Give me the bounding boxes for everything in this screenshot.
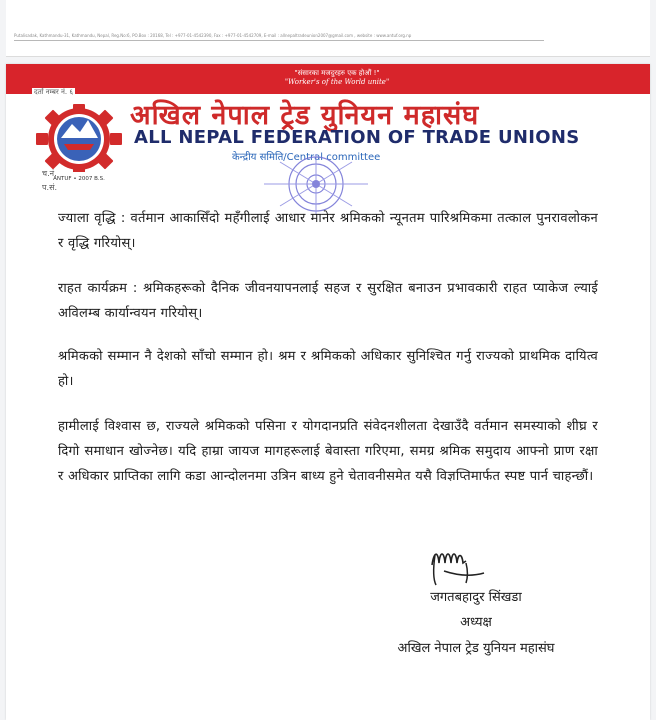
dispatch-number-label: च.नं. bbox=[42, 169, 57, 178]
official-stamp-icon bbox=[260, 154, 372, 214]
paragraph-warning: हामीलाई विश्वास छ, राज्यले श्रमिकको पसिना र योगदानप्रति संवेदनशीलता देखाउँदै वर्तमान समस्याको शीघ्र र दिगो समाधान खोज्नेछ। यदि हाम्रा जायज मागहरूलाई बेवास्ता गरिएमा, समग्र श्रमिक समुदाय आफ्नो प्राण रक्षा र अधिकार प्राप्तिका लागि कडा आन्दोलनमा उत्रिन बाध्य हुने चेतावनीसमेत यसै विज्ञप्तिमार्फत स्पष्ट पार्न चाहन्छौं। bbox=[58, 419, 598, 484]
motto-nepali: "संसारका मजदुरहरु एक होऔं !" bbox=[294, 69, 380, 77]
header-red-band bbox=[6, 64, 650, 94]
document-page bbox=[6, 64, 650, 720]
central-committee-label: केन्द्रीय समिति/Central committee bbox=[232, 152, 381, 163]
signatory-organization: अखिल नेपाल ट्रेड युनियन महासंघ bbox=[397, 641, 555, 656]
paragraph-worker-respect: श्रमिकको सम्मान नै देशको साँचो सम्मान हो। श्रम र श्रमिकको अधिकार सुनिश्चित गर्नु राज्यको प्राथमिक दायित्व हो। bbox=[58, 349, 598, 389]
paragraph-wage-increase: ज्याला वृद्धि : वर्तमान आकासिँदो महँगीलाई आधार मानेर श्रमिकको न्यूनतम पारिश्रमिकमा तत्काल पुनरावलोकन र वृद्धि गरियोस्। bbox=[58, 211, 598, 251]
previous-page-footer bbox=[6, 0, 650, 57]
logo-caption: ANTUF • 2007 B.S. bbox=[53, 176, 105, 182]
signatory-title: अध्यक्ष bbox=[460, 615, 492, 630]
letter-number-label: प.सं. bbox=[42, 183, 58, 192]
reference-labels bbox=[42, 167, 57, 195]
handwritten-signature-icon bbox=[426, 545, 486, 589]
footer-address-line: Putalisadak, Kathmandu-31, Kathmandu, Nepal, Reg.No:6, PO.Box : 20168, Tel : +977-01-4542390, Fax : +977-01-4542709, E-mail : allnepaltradeunion2007@gmail.com , website : www.antuf.org.np bbox=[14, 33, 544, 41]
organization-title-english: ALL NEPAL FEDERATION OF TRADE UNIONS bbox=[134, 127, 580, 148]
motto bbox=[232, 69, 442, 87]
registration-number: दर्ता नम्बर नं. ६ bbox=[34, 88, 73, 96]
organization-title-nepali: अखिल नेपाल ट्रेड युनियन महासंघ bbox=[130, 100, 480, 131]
signatory-name: जगतबहादुर सिंखडा bbox=[430, 590, 522, 605]
paragraph-relief-program: राहत कार्यक्रम : श्रमिकहरूको दैनिक जीवनयापनलाई सहज र सुरक्षित बनाउन प्रभावकारी राहत प्याकेज ल्याई अविलम्ब कार्यान्वयन गरियोस्। bbox=[58, 281, 598, 321]
motto-english: "Worker's of the World unite" bbox=[284, 78, 390, 86]
